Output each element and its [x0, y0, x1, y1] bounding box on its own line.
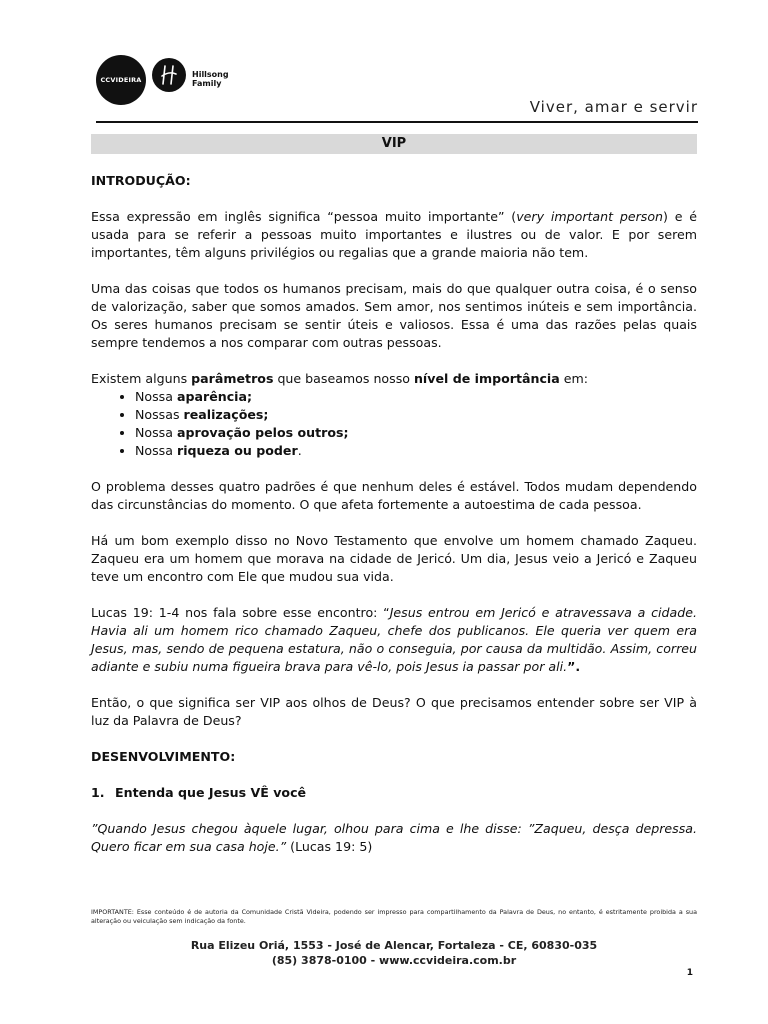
header-divider — [96, 121, 698, 123]
copyright-note: IMPORTANTE: Esse conteúdo é de autoria da Comunidade Cristã Videira, podendo ser impresso para compartilhamento da Palavra de Deus, no entanto, é estritamente proibida a sua alteração ou veiculação sem indicação da fonte. — [91, 908, 697, 925]
paragraph-2: Uma das coisas que todos os humanos precisam, mais do que qualquer outra coisa, é o senso de valorização, saber que somos amados. Sem amor, nos sentimos inúteis e sem importância. Os seres humanos precisam se sentir úteis e valiosos. Essa é uma das razões pelas quais sempre tendemos a nos comparar com outras pessoas. — [91, 281, 697, 350]
page-header — [96, 55, 698, 125]
paragraph-6: Lucas 19: 1-4 nos fala sobre esse encontro: “Jesus entrou em Jericó e atravessava a cidade. Havia ali um homem rico chamado Zaqueu, chefe dos publicanos. Ele queria ver quem era Jesus, mas, sendo de pequena estatura, não o conseguia, por causa da multidão. Assim, correu adiante e subiu numa figueira brava para vê-lo, pois Jesus ia passar por ali.”. — [91, 605, 698, 674]
document-body — [91, 172, 697, 874]
paragraph-5: Há um bom exemplo disso no Novo Testamento que envolve um homem chamado Zaqueu. Zaqueu era um homem que morava na cidade de Jericó. Um dia, Jesus veio a Jericó e Zaqueu teve um encontro com Ele que mudou sua vida. — [91, 533, 697, 584]
list-item: • Nossas realizações; — [135, 406, 697, 424]
list-item: • Nossa riqueza ou poder. — [135, 442, 697, 460]
list-item: • Nossa aparência; — [135, 388, 697, 406]
paragraph-1: Essa expressão em inglês significa “pessoa muito importante” (very important person) e é usada para se referir a pessoas muito importantes e ilustres ou de valor. E por serem importantes, têm alguns privilégios ou regalias que a grande maioria não tem. — [91, 209, 697, 260]
intro-heading: INTRODUÇÃO: — [91, 173, 191, 188]
quote-1: ”Quando Jesus chegou àquele lugar, olhou para cima e lhe disse: ”Zaqueu, desça depressa. Quero ficar em sua casa hoje.” (Lucas 19: 5) — [91, 821, 697, 854]
development-heading: DESENVOLVIMENTO: — [91, 749, 236, 764]
list-item: • Nossa aprovação pelos outros; — [135, 424, 697, 442]
point-1-heading: 1. Entenda que Jesus VÊ você — [91, 785, 307, 800]
page-number: 1 — [686, 968, 693, 978]
hillsong-logo-icon — [152, 58, 186, 92]
parameters-list — [91, 388, 697, 460]
paragraph-7: Então, o que significa ser VIP aos olhos de Deus? O que precisamos entender sobre ser VIP à luz da Palavra de Deus? — [91, 695, 697, 728]
footer-address: Rua Elizeu Oriá, 1553 - José de Alencar, Fortaleza - CE, 60830-035 (85) 3878-0100 - www.ccvideira.com.br — [190, 939, 598, 967]
paragraph-4: O problema desses quatro padrões é que nenhum deles é estável. Todos mudam dependendo das circunstâncias do momento. O que afeta fortemente a autoestima de cada pessoa. — [91, 479, 697, 512]
paragraph-3: Existem alguns parâmetros que baseamos nosso nível de importância em: — [91, 371, 588, 386]
document-title: VIP — [91, 134, 697, 154]
hillsong-family-text: Hillsong Family — [192, 70, 229, 88]
slogan: Viver, amar e servir — [529, 98, 698, 116]
ccvideira-logo: CCVIDEIRA — [96, 55, 146, 105]
